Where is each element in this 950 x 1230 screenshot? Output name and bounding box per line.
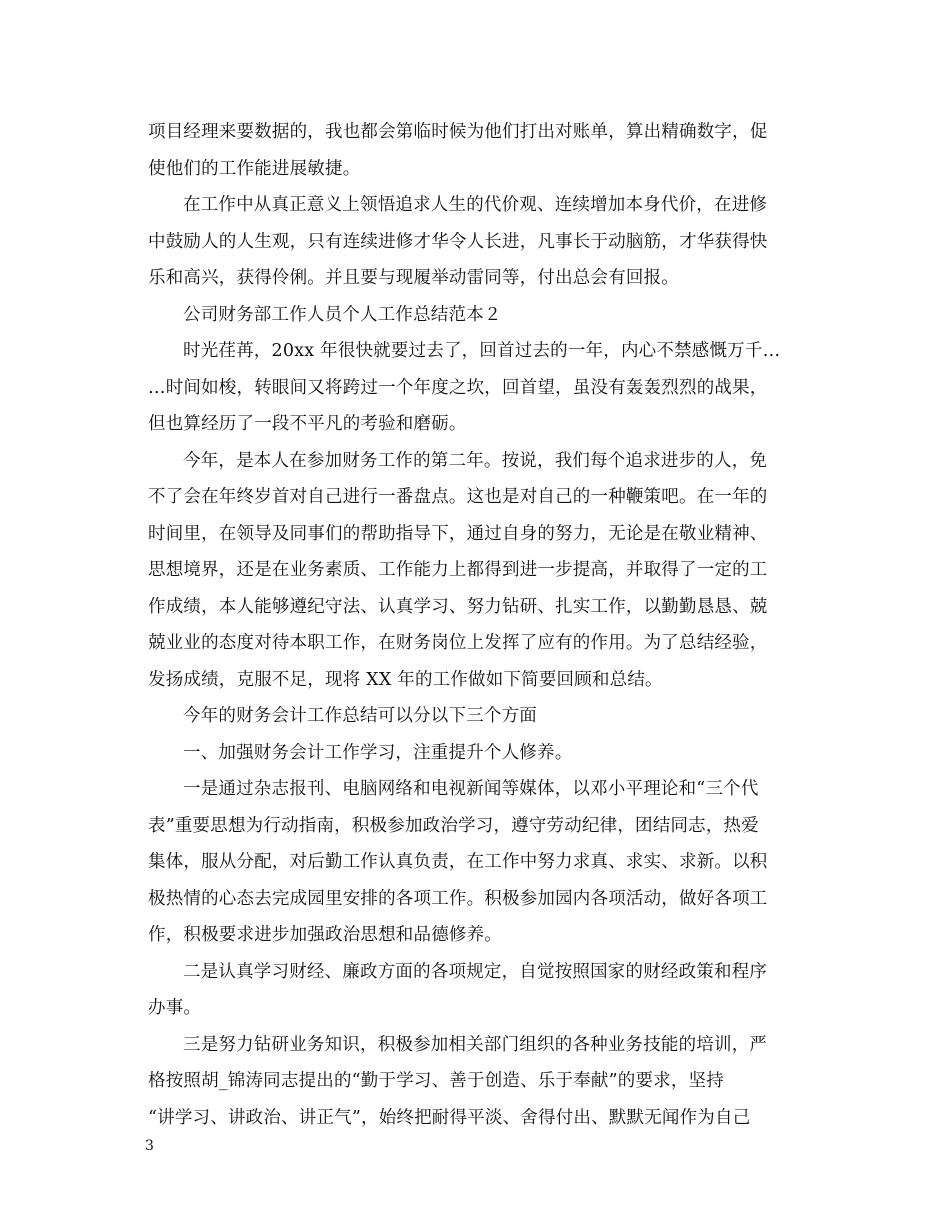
- text-line: 不了会在年终岁首对自己进行一番盘点。这也是对自己的一种鞭策吧。在一年的: [148, 487, 768, 507]
- text-line: 一、加强财务会计工作学习，注重提升个人修养。: [183, 742, 573, 763]
- text-line: 作，积极要求进步加强政治思想和品德修养。: [148, 925, 502, 945]
- text-line: 今年的财务会计工作总结可以分以下三个方面: [183, 706, 537, 726]
- text-line: 作成绩，本人能够遵纪守法、认真学习、努力钻研、扎实工作，以勤勤恳恳、兢: [148, 596, 768, 617]
- text-line: 兢业业的态度对待本职工作，在财务岗位上发挥了应有的作用。为了总结经验，: [148, 633, 768, 653]
- document-body: [148, 114, 804, 1136]
- text-line: 使他们的工作能进展敏捷。: [148, 158, 361, 179]
- text-line: 公司财务部工作人员个人工作总结范本２: [183, 304, 502, 325]
- text-line: “讲学习、讲政治、讲正气”，始终把耐得平淡、舍得付出、默默无闻作为自己: [148, 1107, 751, 1128]
- text-line: 发扬成绩，克服不足，现将 XX 年的工作做如下简要回顾和总结。: [148, 669, 663, 690]
- text-line: 乐和高兴，获得伶俐。并且要与现履举动雷同等，付出总会有回报。: [148, 268, 679, 288]
- text-line: 格按照胡_锦涛同志提出的“勤于学习、善于创造、乐于奉献”的要求，坚持: [148, 1071, 724, 1091]
- text-line: 在工作中从真正意义上领悟追求人生的代价观、连续增加本身代价，在进修: [183, 195, 768, 215]
- text-line: 项目经理来要数据的，我也都会第临时候为他们打出对账单，算出精确数字，促: [148, 122, 768, 142]
- text-line: 办事。: [148, 998, 202, 1018]
- text-line: 今年，是本人在参加财务工作的第二年。按说，我们每个追求进步的人，免: [183, 450, 768, 471]
- text-line: 集体，服从分配，对后勤工作认真负责，在工作中努力求真、求实、求新。以积: [148, 852, 768, 872]
- text-line: 时间里，在领导及同事们的帮助指导下，通过自身的努力，无论是在敬业精神、: [148, 523, 768, 544]
- text-line: 二是认真学习财经、廉政方面的各项规定，自觉按照国家的财经政策和程序: [183, 961, 768, 982]
- text-line: 极热情的心态去完成园里安排的各项工作。积极参加园内各项活动，做好各项工: [148, 888, 768, 909]
- text-line: 一是通过杂志报刊、电脑网络和电视新闻等媒体，以邓小平理论和“三个代: [183, 779, 759, 799]
- text-line: 三是努力钻研业务知识，积极参加相关部门组织的各种业务技能的培训，严: [183, 1034, 768, 1055]
- text-line: …时间如梭，转眼间又将跨过一个年度之坎，回首望，虽没有轰轰烈烈的战果，: [148, 377, 768, 398]
- text-line: 表”重要思想为行动指南，积极参加政治学习，遵守劳动纪律，团结同志，热爱: [148, 815, 759, 836]
- text-line: 中鼓励人的人生观，只有连续进修才华令人长进，凡事长于动脑筋，才华获得快: [148, 231, 768, 252]
- text-line: 时光荏苒，20xx 年很快就要过去了，回首过去的一年，内心不禁感慨万千…: [183, 341, 781, 361]
- text-line: 思想境界，还是在业务素质、工作能力上都得到进一步提高，并取得了一定的工: [148, 560, 768, 580]
- page-number: 3: [145, 1138, 154, 1154]
- text-line: 但也算经历了一段不平凡的考验和磨砺。: [148, 414, 467, 434]
